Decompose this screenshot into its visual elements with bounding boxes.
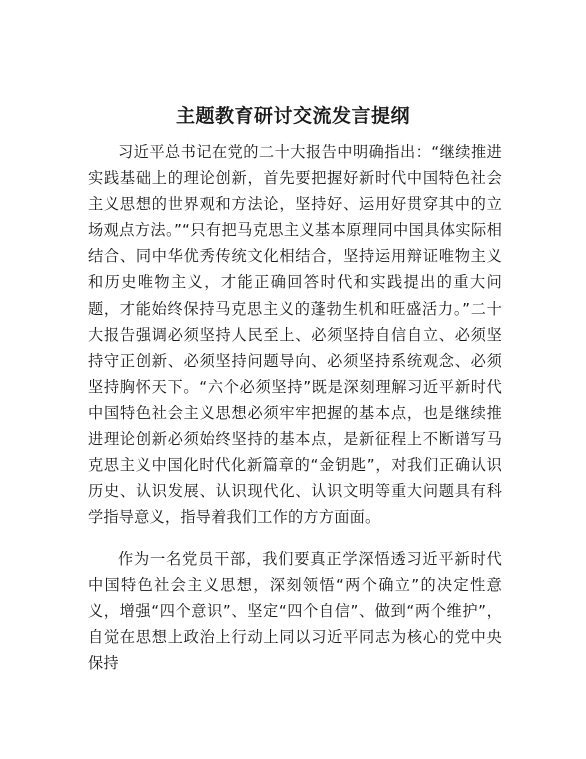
- document-title: 主题教育研讨交流发言提纲: [175, 105, 410, 127]
- body-paragraph-1: 习近平总书记在党的二十大报告中明确指出：“继续推进实践基础上的理论创新，首先要把握好新时代中国特色社会主义思想的世界观和方法论，坚持好、运用好贯穿其中的立场观点方法。”“只有把马克思主义基本原理同中国具体实际相结合、同中华优秀传统文化相结合，坚持运用辩证唯物主义和历史唯物主义，才能正确回答时代和实践提出的重大问题，才能始终保持马克思主义的蓬勃生机和旺盛活力。”二十大报告强调必须坚持人民至上、必须坚持自信自立、必须坚持守正创新、必须坚持问题导向、必须坚持系统观念、必须坚持胸怀天下。“六个必须坚持”既是深刻理解习近平新时代中国特色社会主义思想必须牢牢把握的基本点，也是继续推进理论创新必须始终坚持的基本点，是新征程上不断谱写马克思主义中国化时代化新篇章的“金钥匙”，对我们正确认识历史、认识发展、认识现代化、认识文明等重大问题具有科学指导意义，指导着我们工作的方方面面。: [88, 143, 502, 527]
- body-paragraph-2: 作为一名党员干部，我们要真正学深悟透习近平新时代中国特色社会主义思想，深刻领悟“两个确立”的决定性意义，增强“四个意识”、坚定“四个自信”、做到“两个维护”，自觉在思想上政治上行动上同以习近平同志为核心的党中央保持: [88, 550, 502, 673]
